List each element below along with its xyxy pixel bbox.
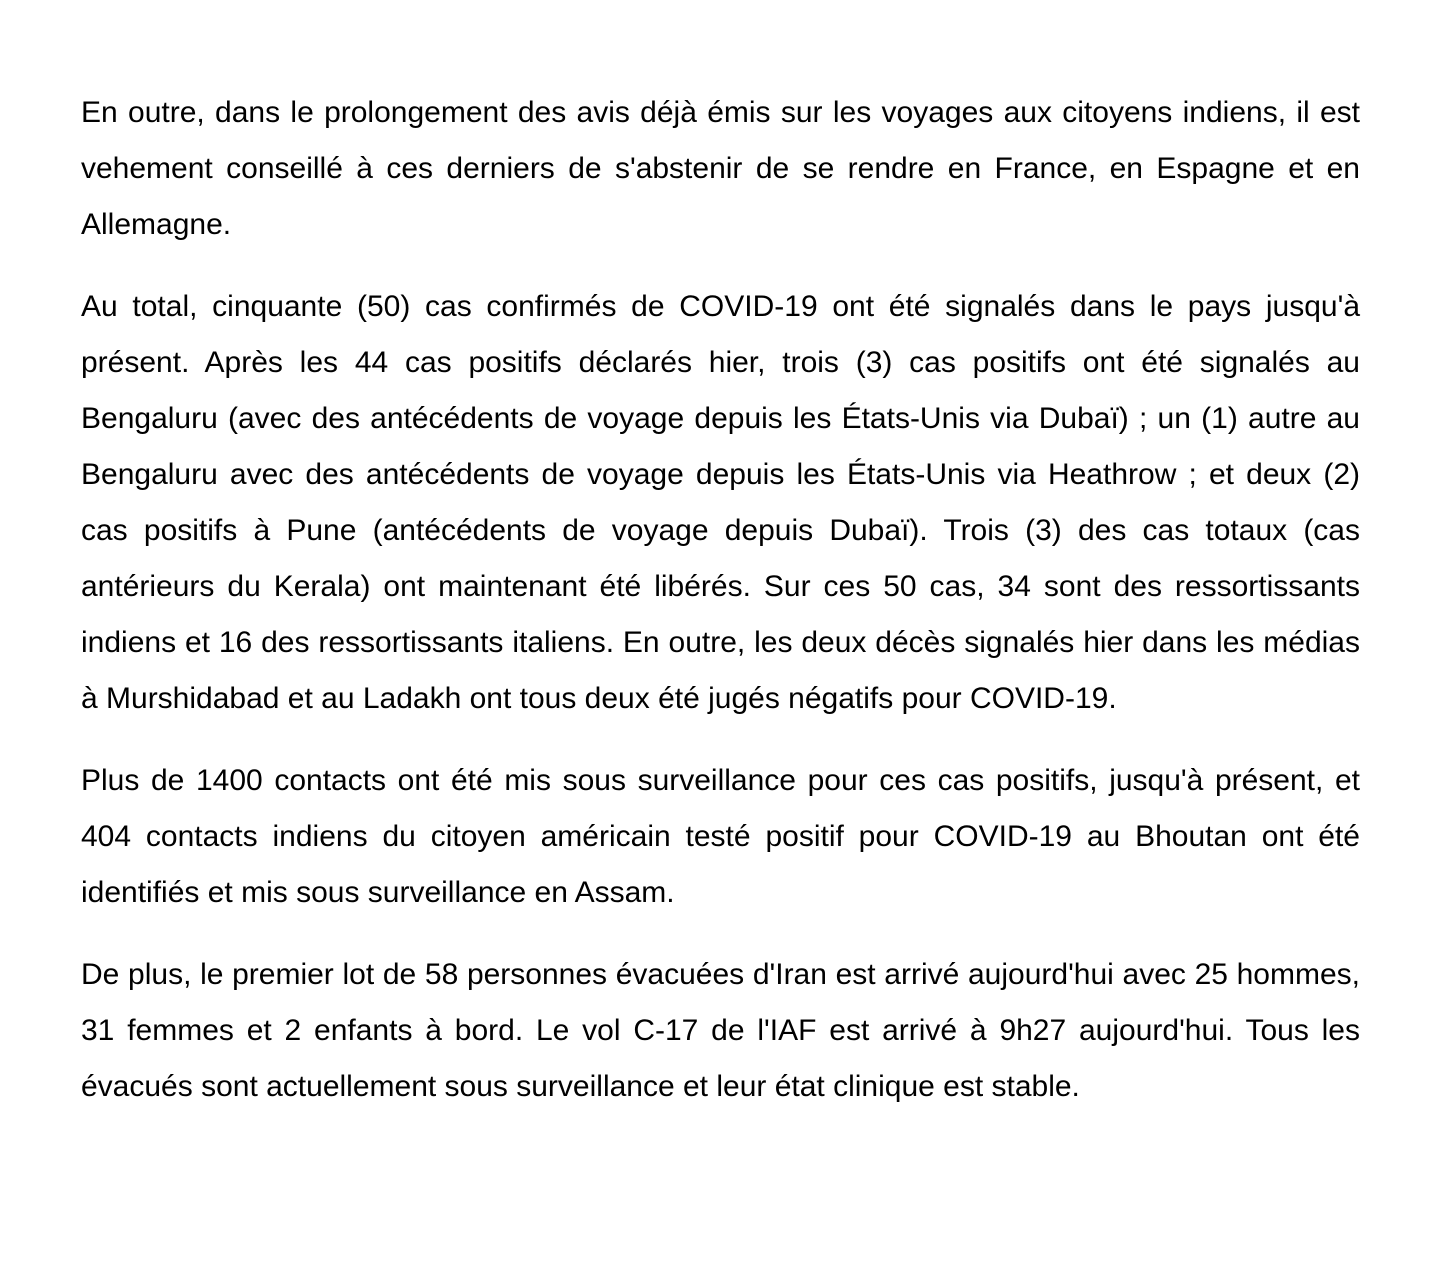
paragraph-contacts-surveillance: Plus de 1400 contacts ont été mis sous surveillance pour ces cas positifs, jusqu'à présent, et 404 contacts indiens du citoyen américain testé positif pour COVID-19 au Bhoutan ont été identifiés et mis sous surveillance en Assam. — [81, 764, 1360, 909]
paragraph-iran-evacuation: De plus, le premier lot de 58 personnes évacuées d'Iran est arrivé aujourd'hui avec 25 hommes, 31 femmes et 2 enfants à bord. Le vol C-17 de l'IAF est arrivé à 9h27 aujourd'hui. Tous les évacués sont actuellement sous surveillance et leur état clinique est stable. — [81, 958, 1360, 1103]
document-body — [81, 85, 1360, 1115]
paragraph-confirmed-cases: Au total, cinquante (50) cas confirmés de COVID-19 ont été signalés dans le pays jusqu'à présent. Après les 44 cas positifs déclarés hier, trois (3) cas positifs ont été signalés au Bengaluru (avec des antécédents de voyage depuis les États-Unis via Dubaï) ; un (1) autre au Bengaluru avec des antécédents de voyage depuis les États-Unis via Heathrow ; et deux (2) cas positifs à Pune (antécédents de voyage depuis Dubaï). Trois (3) des cas totaux (cas antérieurs du Kerala) ont maintenant été libérés. Sur ces 50 cas, 34 sont des ressortissants indiens et 16 des ressortissants italiens. En outre, les deux décès signalés hier dans les médias à Murshidabad et au Ladakh ont tous deux été jugés négatifs pour COVID-19. — [81, 290, 1360, 715]
paragraph-travel-advisory: En outre, dans le prolongement des avis déjà émis sur les voyages aux citoyens indiens, il est vehement conseillé à ces derniers de s'abstenir de se rendre en France, en Espagne et en Allemagne. — [81, 96, 1360, 241]
